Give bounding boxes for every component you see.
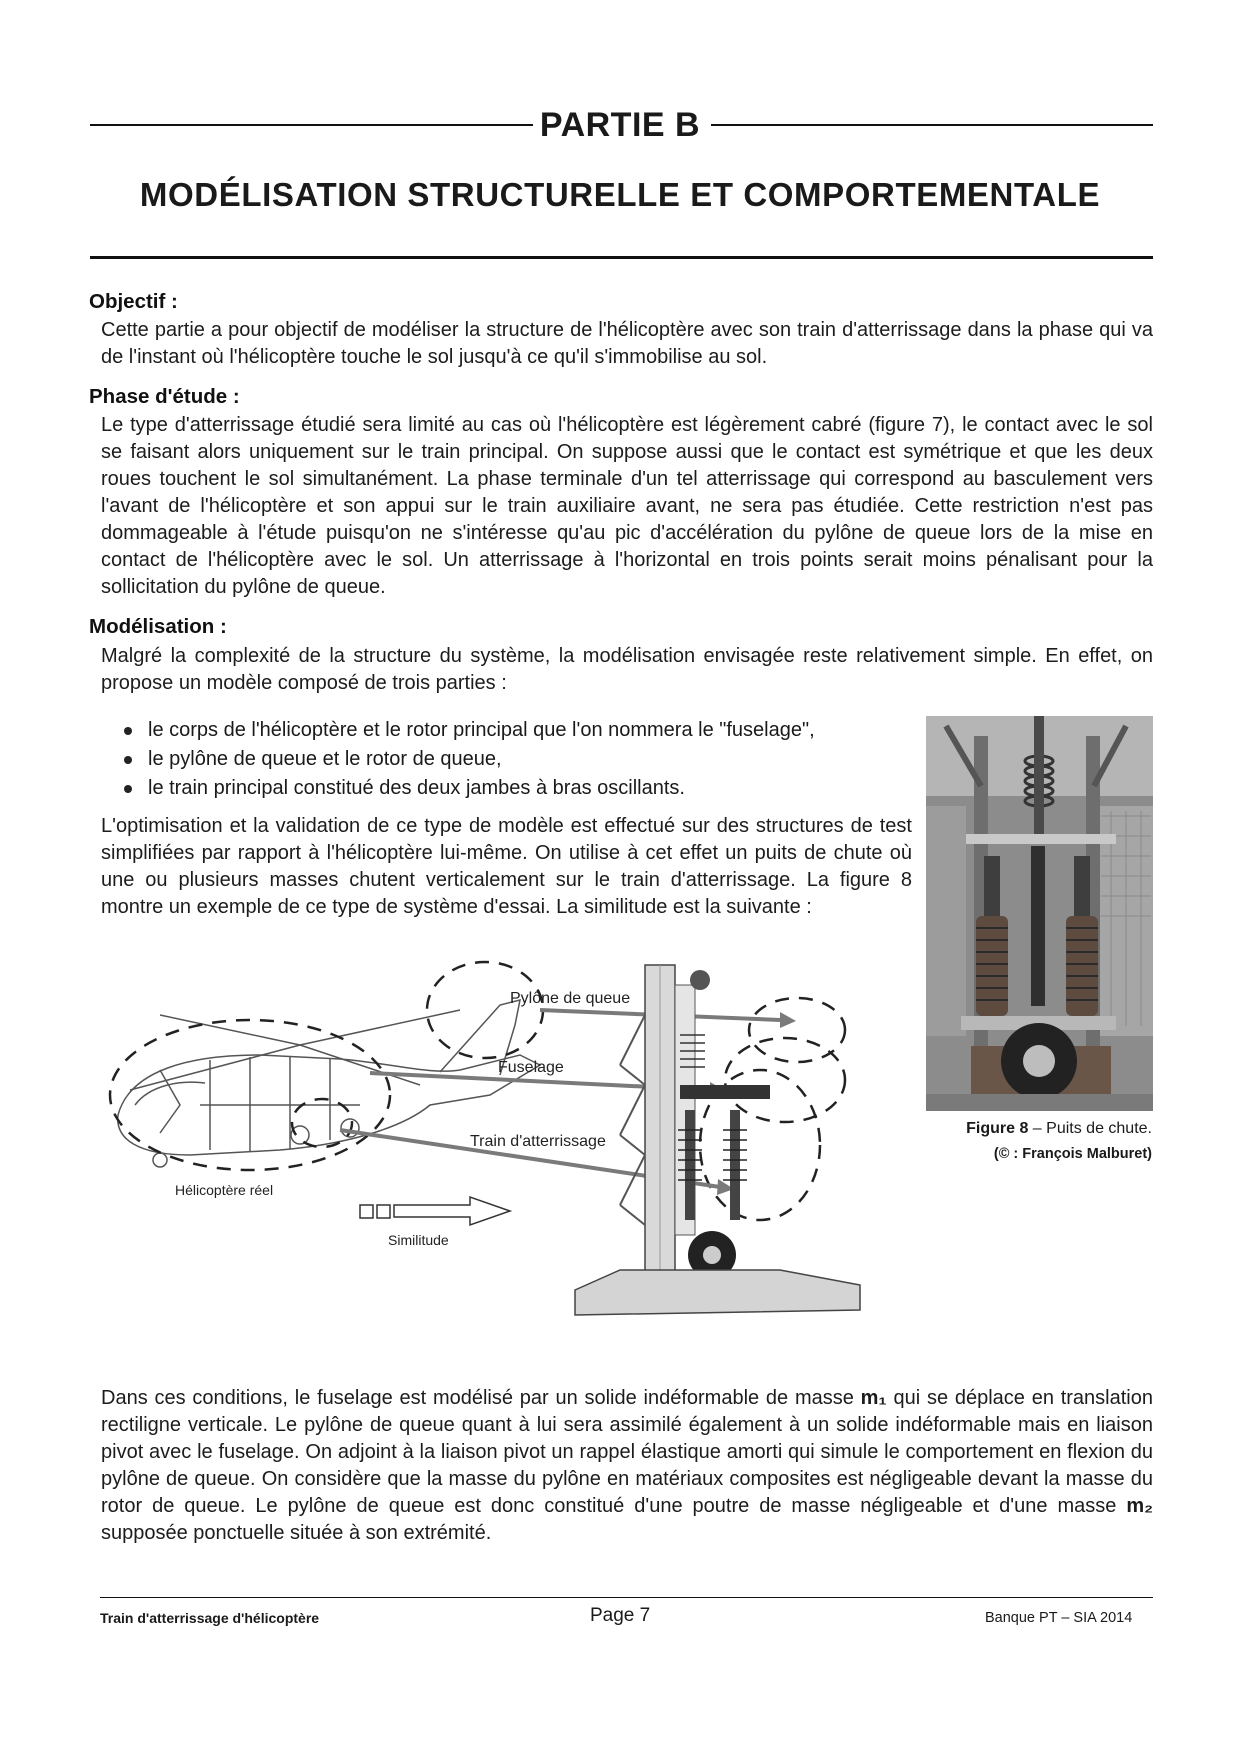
page-title: MODÉLISATION STRUCTURELLE ET COMPORTEMENTALE [139,176,1101,213]
modelisation-heading: Modélisation : [89,615,227,638]
figure8-credit: (© : François Malburet) [993,1146,1152,1162]
drop-test-photo [926,716,1153,1111]
phase-text: Le type d'atterrissage étudié sera limité au cas où l'hélicoptère est légèrement cabré (figure 7), le contact avec le sol se faisant alors uniquement sur le train principal. On suppose aussi que le contact est symétrique et que les deux roues touchent le sol simultanément. La phase terminale d'un tel atterrissage qui correspond au basculement vers l'avant de l'hélicoptère et son appui sur le train auxiliaire avant, ne sera pas étudiée. Cette restriction n'est pas dommageable à l'étude puisqu'on ne s'intéresse qu'au pic d'accélération du pylône de queue lors de la mise en contact de l'hélicoptère avec le sol. Un atterrissage à l'horizontal en trois points serait moins pénalisant pour la sollicitation du pylône de queue. [101,414,1153,598]
similitude-diagram [100,955,880,1350]
footer-document-title: Train d'atterrissage d'hélicoptère [100,1610,320,1626]
part-label: PARTIE B [539,106,701,144]
header-rule-right [711,124,1153,126]
conclusion-part2: qui se déplace en translation rectiligne verticale. Le pylône de queue quant à lui sera assimilé également à un solide indéformable mais en liaison pivot avec le fuselage. On adjoint à la liaison pivot un rappel élastique amorti qui simule le comportement en flexion du pylône de queue. On considère que la masse du pylône en matériaux composites est négligeable devant la masse du rotor de queue. Le pylône de queue est donc constitué d'une poutre de masse négligeable et d'une masse [101,1387,1153,1517]
list-item: le corps de l'hélicoptère et le rotor principal que l'on nommera le "fuselage", [120,716,815,745]
objectif-heading: Objectif : [89,290,178,313]
square-icon [377,1205,390,1218]
list-item: le pylône de queue et le rotor de queue, [120,745,815,774]
mass-m1: m₁ [860,1387,887,1409]
label-fuselage: Fuselage [498,1059,564,1076]
similitude-arrow-icon [394,1197,510,1225]
title-underline [90,256,1153,259]
mass-m2: m₂ [1126,1495,1153,1517]
conclusion-part3: supposée ponctuelle située à son extrémité. [101,1522,492,1544]
figure8-caption-text: – Puits de chute. [1028,1120,1152,1137]
conclusion-part1: Dans ces conditions, le fuselage est modélisé par un solide indéformable de masse [101,1387,861,1409]
label-train: Train d'atterrissage [470,1133,606,1150]
square-icon [360,1205,373,1218]
list-item: le train principal constitué des deux jambes à bras oscillants. [120,774,815,803]
footer-page-number: Page 7 [590,1605,651,1626]
modelisation-intro: Malgré la complexité de la structure du système, la modélisation envisagée reste relativement simple. En effet, on propose un modèle composé de trois parties : [101,645,1153,694]
figure8-caption [926,1120,1152,1138]
label-similitude: Similitude [388,1232,449,1248]
footer-exam-label: Banque PT – SIA 2014 [985,1610,1133,1626]
label-pylone: Pylône de queue [510,990,631,1007]
label-helicoptere: Hélicoptère réel [175,1182,274,1198]
conclusion-text [101,1385,1153,1547]
test-structure-text: L'optimisation et la validation de ce type de modèle est effectué sur des structures de test simplifiées par rapport à l'hélicoptère lui-même. On utilise à cet effet un puits de chute où une ou plusieurs masses chutent verticalement sur le train d'atterrissage. La figure 8 montre un exemple de ce type de système d'essai. La similitude est la suivante : [101,815,912,918]
footer-rule [100,1597,1153,1598]
figure8-caption-number: Figure 8 [966,1120,1029,1137]
objectif-text: Cette partie a pour objectif de modéliser la structure de l'hélicoptère avec son train d'atterrissage dans la phase qui va de l'instant où l'hélicoptère touche le sol jusqu'à ce qu'il s'immobilise au sol. [101,319,1153,368]
model-parts-list [120,716,815,803]
phase-heading: Phase d'étude : [89,385,240,408]
